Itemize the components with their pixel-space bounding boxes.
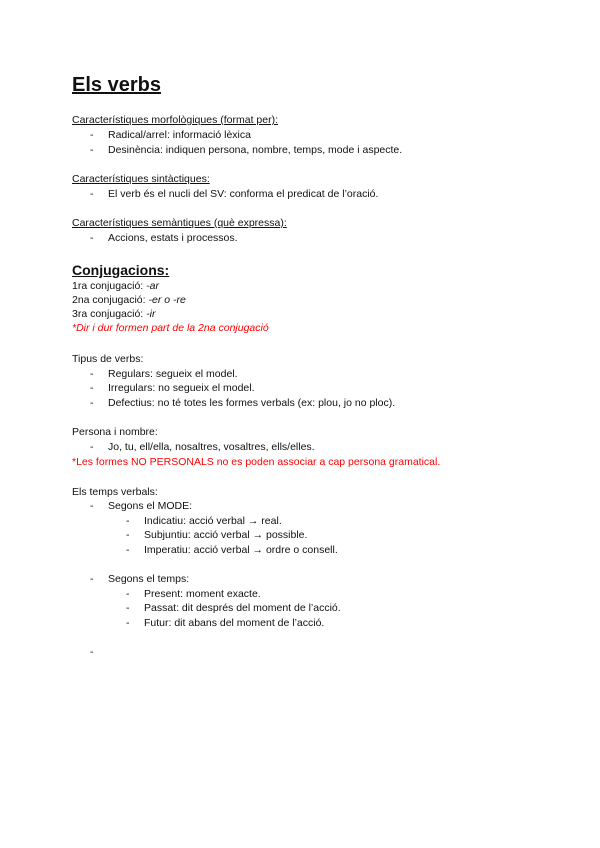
bullet-dash: - [90,144,94,156]
temps-heading: Els temps verbals: [72,486,158,498]
bullet-dash: - [90,382,94,394]
bullet-dash: - [126,602,130,614]
conjugacio-label: 1ra conjugació: [72,280,147,292]
conjugacio-line [72,279,159,293]
sintac-heading: Característiques sintàctiques: [72,173,210,185]
persona-heading: Persona i nombre: [72,426,158,438]
persona-note: *Les formes NO PERSONALS no es poden associar a cap persona gramatical. [72,456,441,468]
bullet-dash: - [90,397,94,409]
persona-item: Jo, tu, ell/ella, nosaltres, vosaltres, ells/elles. [108,441,315,453]
bullet-dash: - [90,129,94,141]
mode-item: Subjuntiu: acció verbal → possible. [144,529,308,541]
tipus-item: Defectius: no té totes les formes verbals (ex: plou, jo no ploc). [108,397,396,409]
bullet-dash: - [126,588,130,600]
mode-label: Segons el MODE: [108,500,193,512]
mode-item: Imperatiu: acció verbal → ordre o consell. [144,544,338,556]
bullet-dash: - [90,441,94,453]
sintac-item: El verb és el nucli del SV: conforma el predicat de l’oració. [108,188,379,200]
seman-item: Accions, estats i processos. [108,232,238,244]
bullet-dash: - [90,232,94,244]
temps-item: Present: moment exacte. [144,588,261,600]
conjugacio-note: *Dir i dur formen part de la 2na conjugació [72,322,269,334]
conjugacio-label: 3ra conjugació: [72,308,147,320]
temps-item: Futur: dit abans del moment de l’acció. [144,617,325,629]
tipus-heading: Tipus de verbs: [72,353,144,365]
morfo-item: Desinència: indiquen persona, nombre, temps, mode i aspecte. [108,144,403,156]
temps-label: Segons el temps: [108,573,190,585]
bullet-dash: - [90,368,94,380]
mode-item: Indicatiu: acció verbal → real. [144,515,282,527]
morfo-item: Radical/arrel: informació lèxica [108,129,251,141]
bullet-dash: - [90,573,94,585]
conjugacions-heading: Conjugacions: [72,262,170,278]
seman-heading: Característiques semàntiques (què expressa): [72,217,287,229]
bullet-dash: - [126,515,130,527]
conjugacio-label: 2na conjugació: [72,294,149,306]
bullet-dash: - [126,617,130,629]
bullet-dash: - [90,646,94,658]
conjugacio-ending: -er o -re [148,294,186,306]
tipus-item: Regulars: segueix el model. [108,368,238,380]
conjugacio-line [72,307,155,321]
bullet-dash: - [90,500,94,512]
conjugacio-ending: -ar [146,280,159,292]
temps-item: Passat: dit després del moment de l’acció. [144,602,341,614]
bullet-dash: - [126,544,130,556]
conjugacio-line [72,293,186,307]
bullet-dash: - [90,188,94,200]
morfo-heading: Característiques morfològiques (format per): [72,114,278,126]
conjugacio-ending: -ir [146,308,156,320]
tipus-item: Irregulars: no segueix el model. [108,382,255,394]
page-title: Els verbs [72,74,161,96]
bullet-dash: - [126,529,130,541]
